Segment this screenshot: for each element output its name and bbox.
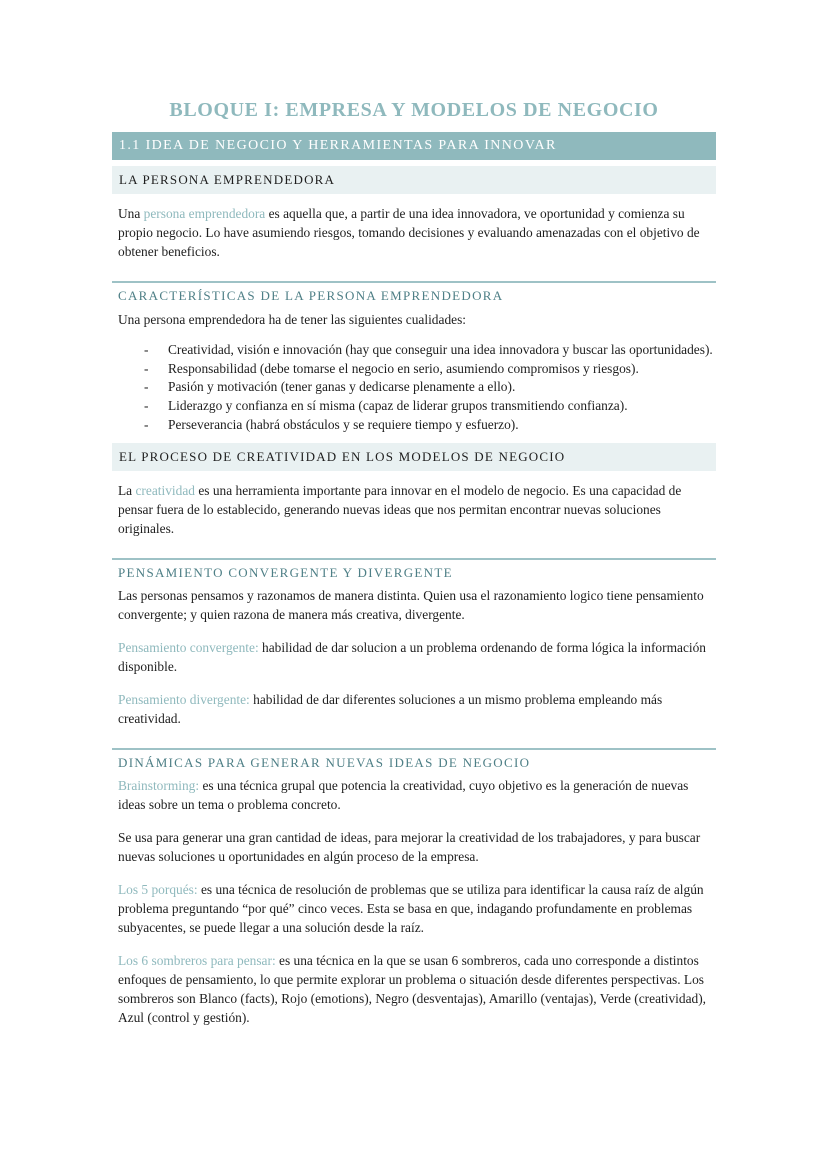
caracteristicas-list	[112, 341, 716, 435]
bullet-dash: -	[144, 416, 149, 432]
heading-dinamicas: DINÁMICAS PARA GENERAR NUEVAS IDEAS DE NEGOCIO	[112, 748, 716, 771]
list-item-text: Pasión y motivación (tener ganas y dedicarse plenamente a ello).	[168, 379, 516, 395]
list-item-text: Perseverancia (habrá obstáculos y se requiere tiempo y esfuerzo).	[168, 416, 519, 432]
term-persona-emprendedora: persona emprendedora	[143, 206, 266, 221]
proceso-paragraph	[112, 481, 716, 538]
list-item	[144, 341, 716, 360]
document-page	[112, 96, 716, 1027]
heading-pensamiento: PENSAMIENTO CONVERGENTE Y DIVERGENTE	[112, 558, 716, 581]
text-run: La	[118, 482, 136, 498]
term-creatividad: creatividad	[135, 482, 195, 498]
term-seis-sombreros: Los 6 sombreros para pensar:	[118, 952, 276, 968]
text-run: habilidad de dar solucion a un problema ordenando de forma lógica la información disponible.	[118, 639, 707, 674]
persona-paragraph	[112, 204, 716, 261]
seis-sombreros-paragraph	[112, 951, 716, 1027]
heading-caracteristicas: CARACTERÍSTICAS DE LA PERSONA EMPRENDEDORA	[112, 281, 716, 304]
cinco-porques-paragraph	[112, 880, 716, 937]
heading-persona-emprendedora: LA PERSONA EMPRENDEDORA	[112, 166, 716, 194]
bullet-dash: -	[144, 360, 149, 376]
list-item	[144, 397, 716, 416]
bullet-dash: -	[144, 398, 149, 414]
list-item	[144, 360, 716, 379]
pensamiento-convergente-paragraph	[112, 638, 716, 676]
page-title: BLOQUE I: EMPRESA Y MODELOS DE NEGOCIO	[169, 99, 659, 121]
text-run: es una herramienta importante para innovar en el modelo de negocio. Es una capacidad de pensar fuera de lo establecido, generando nuevas ideas que nos permitan encontrar nuevas soluciones originales.	[118, 482, 682, 536]
bullet-dash: -	[144, 342, 149, 357]
caracteristicas-intro: Una persona emprendedora ha de tener las siguientes cualidades:	[118, 312, 467, 327]
term-pensamiento-divergente: Pensamiento divergente:	[118, 691, 250, 707]
term-brainstorming: Brainstorming:	[118, 777, 200, 793]
list-item	[144, 416, 716, 435]
text-run: Una	[118, 206, 144, 221]
list-item-text: Responsabilidad (debe tomarse el negocio en serio, asumiendo compromisos y riesgos).	[168, 360, 639, 376]
pensamiento-divergente-paragraph	[112, 690, 716, 728]
text-run: es aquella que, a partir de una idea innovadora, ve oportunidad y comienza su propio negocio. Lo have asumiendo riesgos, tomando decisiones y evaluando amenazadas con el objetivo de obtener beneficios.	[118, 206, 700, 259]
text-run: es una técnica grupal que potencia la creatividad, cuyo objetivo es la generación de nuevas ideas sobre un tema o problema concreto.	[118, 777, 689, 812]
brainstorming-paragraph	[112, 776, 716, 814]
text-run: es una técnica en la que se usan 6 sombreros, cada uno corresponde a distintos enfoques de pensamiento, lo que permite explorar un problema o situación desde diferentes perspectivas. Los sombreros son Blanco (facts), Rojo (emotions), Negro (desventajas), Amarillo (ventajas), Verde (creatividad), Azul (control y gestión).	[118, 952, 707, 1025]
brainstorming-use-paragraph: Se usa para generar una gran cantidad de ideas, para mejorar la creatividad de los trabajadores, y para buscar nuevas soluciones u oportunidades en algún proceso de la empresa.	[118, 829, 701, 864]
bullet-dash: -	[144, 379, 149, 395]
heading-proceso-creatividad: EL PROCESO DE CREATIVIDAD EN LOS MODELOS DE NEGOCIO	[112, 443, 716, 471]
pensamiento-intro: Las personas pensamos y razonamos de manera distinta. Quien usa el razonamiento logico tiene pensamiento convergente; y quien razona de manera más creativa, divergente.	[118, 587, 704, 622]
list-item-text: Liderazgo y confianza en sí misma (capaz de liderar grupos transmitiendo confianza).	[168, 398, 628, 414]
list-item-text: Creatividad, visión e innovación (hay que conseguir una idea innovadora y buscar las oportunidades).	[168, 342, 713, 357]
text-run: es una técnica de resolución de problemas que se utiliza para identificar la causa raíz de algún problema preguntando “por qué” cinco veces. Esta se basa en que, indagando profundamente en problemas subyacentes, se puede llegar a una solución desde la raíz.	[118, 881, 704, 935]
text-run: habilidad de dar diferentes soluciones a un mismo problema empleando más creatividad.	[118, 691, 663, 726]
term-pensamiento-convergente: Pensamiento convergente:	[118, 639, 259, 655]
list-item	[144, 378, 716, 397]
term-cinco-porques: Los 5 porqués:	[118, 881, 198, 897]
section-heading-1-1: 1.1 IDEA DE NEGOCIO Y HERRAMIENTAS PARA INNOVAR	[112, 132, 716, 160]
